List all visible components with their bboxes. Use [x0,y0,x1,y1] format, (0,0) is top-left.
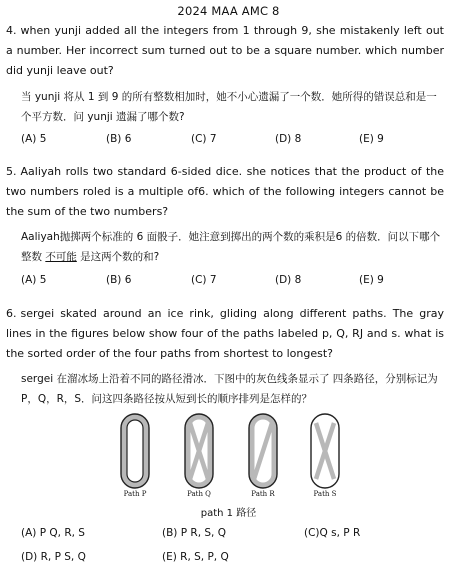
question-6-chinese: sergei 在溜冰场上沿着不同的路径滑冰．下图中的灰色线条显示了 四条路径，分别标记为 P，Q，R，S．问这四条路径按从短到长的顺序排列是怎样的？ [21,373,438,405]
question-4-english [6,21,444,81]
path-p-diagram [121,414,149,488]
choice-e[interactable]: (E) 9 [359,133,384,145]
question-6-choices-row-1 [21,527,441,543]
question-4-chinese: 当 yunji 将从 1 到 9 的所有整数相加时，她不小心遗漏了一个数．她所得的错误总和是一个平方数．问 yunji 遗漏了哪个数? [21,91,437,123]
choice-a[interactable]: (A) P Q, R, S [21,527,85,539]
path-q-label: Path Q [187,490,211,498]
question-4-text: when yunji added all the integers from 1 through 9, she mistakenly left out a number. Her incorrect sum turned out to be a square number. which number did yunji leave out? [6,24,444,77]
choice-a[interactable]: (A) 5 [21,133,47,145]
choice-c[interactable]: (C) 7 [191,274,217,286]
question-5-text: Aaliyah rolls two standard 6-sided dice. she notices that the product of the two numbers roled is a multiple of6. which of the following integers cannot be the sum of the two numbers? [6,165,444,218]
question-5-chinese [21,227,441,267]
choice-c[interactable]: (C) 7 [191,133,217,145]
choice-d[interactable]: (D) 8 [275,274,302,286]
question-5-zh-part1: Aaliyah抛掷两个标准的 6 面骰子．她注意到掷出的两个数的乘积是6 的倍数．问以下哪个整数 [21,231,441,263]
path-q-diagram [185,414,213,488]
question-6-text: sergei skated around an ice rink, gliding along different paths. The gray lines in the figures below show four of the paths labeled p, Q, RJ and s. what is the sorted order of the four paths from shortest to longest? [6,307,444,360]
choice-a[interactable]: (A) 5 [21,274,47,286]
choice-b[interactable]: (B) 6 [106,274,132,286]
question-5-zh-part2: 是这两个数的和? [76,251,160,263]
path-r-diagram [249,414,277,488]
question-4-number: 4. [6,24,17,37]
choice-d[interactable]: (D) R, P S, Q [21,551,86,563]
choice-e[interactable]: (E) R, S, P, Q [162,551,229,563]
question-5-zh-underlined: 不可能 [45,251,77,263]
question-5-number: 5. [6,165,17,178]
question-5-english [6,162,444,222]
path-p-label: Path P [123,490,147,498]
choice-c[interactable]: (C)Q s, P R [304,527,361,539]
choice-e[interactable]: (E) 9 [359,274,384,286]
question-6-choices-row-2 [21,551,441,567]
page-title: 2024 MAA AMC 8 [177,4,280,18]
choice-b[interactable]: (B) P R, S, Q [162,527,226,539]
question-5-choices [21,274,441,290]
paths-svg [108,410,358,490]
figure-caption: path 1 路径 [200,508,257,519]
choice-d[interactable]: (D) 8 [275,133,302,145]
choice-b[interactable]: (B) 6 [106,133,132,145]
question-6-number: 6. [6,307,17,320]
path-s-diagram [311,414,339,488]
question-4-choices [21,133,441,149]
path-s-label: Path S [313,490,337,498]
path-r-label: Path R [251,490,275,498]
question-6-english [6,304,444,364]
